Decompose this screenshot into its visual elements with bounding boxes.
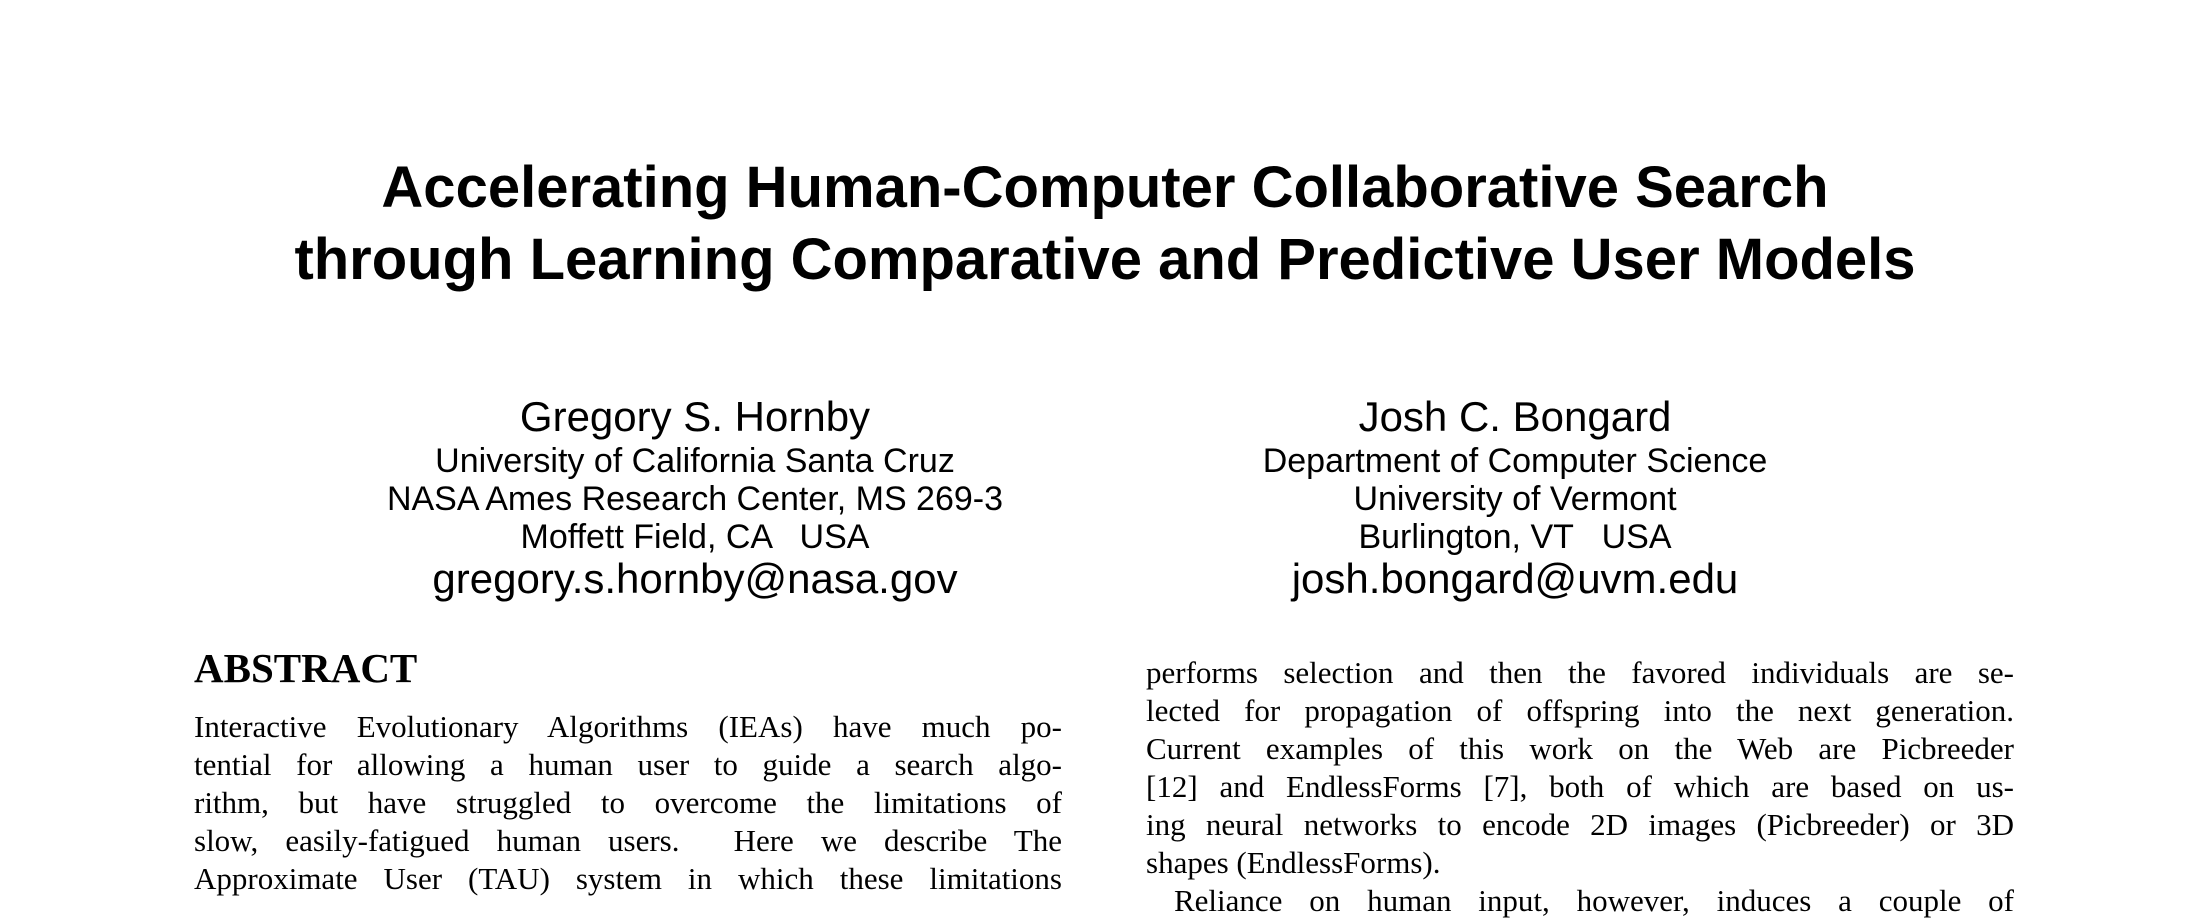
body-line: Current examples of this work on the Web are Picbreeder [1146, 731, 2014, 766]
abstract-heading: ABSTRACT [194, 645, 418, 691]
title-line-2: through Learning Comparative and Predictive User Models [294, 227, 1916, 292]
abstract-line: Interactive Evolutionary Algorithms (IEAs) have much po- [194, 709, 1062, 744]
body-line: shapes (EndlessForms). [1146, 845, 1441, 880]
author-name: Josh C. Bongard [1358, 393, 1672, 440]
author-affiliation-line: Burlington, VT USA [1358, 518, 1672, 556]
author-affiliation-line: Moffett Field, CA USA [520, 518, 870, 556]
body-line: performs selection and then the favored individuals are se- [1146, 655, 2014, 690]
abstract-line: slow, easily-fatigued human users. Here we describe The [194, 823, 1062, 858]
abstract-body [194, 708, 1062, 898]
author-affiliation-line: Department of Computer Science [1262, 442, 1768, 480]
author-affiliation-line: NASA Ames Research Center, MS 269-3 [386, 480, 1004, 518]
body-line: lected for propagation of offspring into the next generation. [1146, 693, 2014, 728]
author-email: josh.bongard@uvm.edu [1291, 555, 1739, 602]
author-block-hornby [290, 392, 1100, 604]
author-affiliation-line: University of Vermont [1353, 480, 1677, 518]
author-block-bongard [1110, 392, 1920, 604]
author-affiliation-line: University of California Santa Cruz [435, 442, 955, 480]
paper-title [0, 152, 2210, 296]
abstract-line: Approximate User (TAU) system in which these limitations [194, 861, 1062, 896]
author-name: Gregory S. Hornby [519, 393, 871, 440]
title-line-1: Accelerating Human-Computer Collaborative Search [381, 155, 1829, 220]
author-email: gregory.s.hornby@nasa.gov [432, 555, 958, 602]
body-line: Reliance on human input, however, induces a couple of [1174, 883, 2014, 918]
body-text-right-column [1146, 654, 2014, 920]
abstract-line: tential for allowing a human user to guide a search algo- [194, 747, 1062, 782]
body-line: [12] and EndlessForms [7], both of which are based on us- [1146, 769, 2014, 804]
body-line: ing neural networks to encode 2D images (Picbreeder) or 3D [1146, 807, 2014, 842]
abstract-line: rithm, but have struggled to overcome the limitations of [194, 785, 1062, 820]
